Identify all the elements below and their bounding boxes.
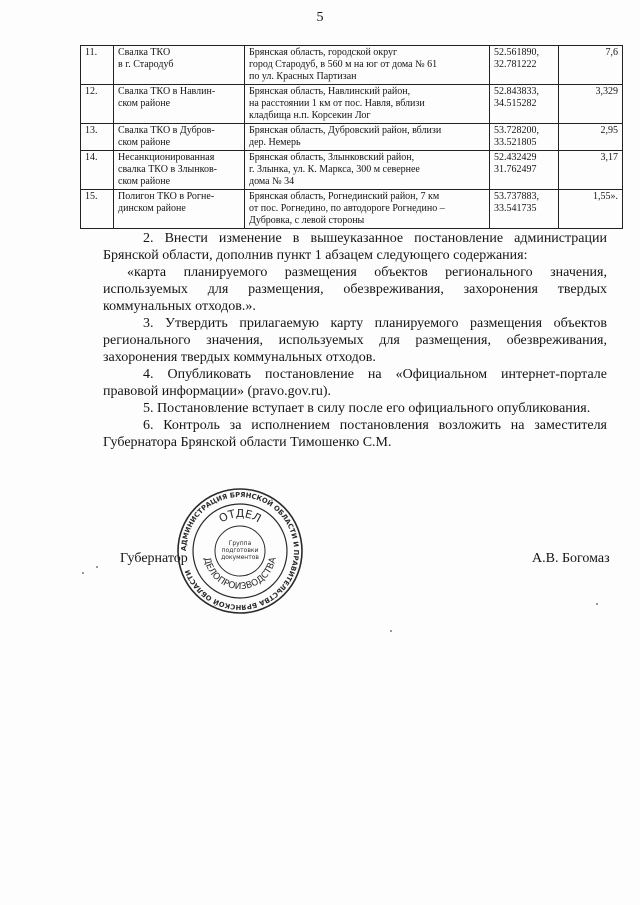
table-cell-area: 7,6 — [559, 46, 623, 85]
table-cell-coordinates — [490, 190, 559, 229]
table-cell-name-line: ском районе — [118, 176, 171, 187]
table-cell-name — [114, 190, 245, 229]
table-cell-name — [114, 46, 245, 85]
paragraph-2: 2. Внести изменение в вышеуказанное постановление администрации Брянской области, дополнив пункт 1 абзацем следующего содержания: — [103, 231, 607, 263]
table-cell-address-line: город Стародуб, в 560 м на юг от дома № 61 — [249, 59, 438, 70]
table-cell-address-line: от пос. Рогнедино, по автодороге Рогнедино – — [249, 203, 445, 214]
table-cell-name-line: свалка ТКО в Злынков- — [118, 164, 218, 175]
table-cell-name — [114, 85, 245, 124]
page-number: 5 — [316, 10, 324, 25]
table-row — [81, 46, 623, 85]
table-cell-address-line: по ул. Красных Партизан — [249, 71, 357, 82]
table-cell-area: 1,55». — [559, 190, 623, 229]
table-cell-name-line: Свалка ТКО — [118, 47, 171, 58]
table-cell-coordinates-line: 33.541735 — [494, 203, 537, 214]
seal-ring-text: АДМИНИСТРАЦИЯ БРЯНСКОЙ ОБЛАСТИ И ПРАВИТЕЛЬСТВА БРЯНСКОЙ ОБЛАСТИ — [179, 490, 301, 612]
table-cell-address-line: на расстоянии 1 км от пос. Навля, вблизи — [249, 98, 425, 109]
table-cell-coordinates — [490, 46, 559, 85]
table-cell-name — [114, 124, 245, 151]
official-seal — [176, 487, 304, 615]
scan-speck — [390, 630, 392, 632]
scan-speck — [596, 603, 598, 605]
table-cell-address-line: Дубровка, с левой стороны — [249, 215, 365, 226]
table-cell-name-line: Свалка ТКО в Дубров- — [118, 125, 215, 136]
table-cell-number: 12. — [81, 85, 114, 124]
table-cell-address — [245, 46, 490, 85]
landfill-table — [80, 45, 623, 229]
paragraph-3: 3. Утвердить прилагаемую карту планируемого размещения объектов регионального значения, используемых для размещения, обезвреживания, захоронения твердых коммунальных отходов. — [103, 316, 607, 365]
table-cell-name — [114, 151, 245, 190]
table-cell-number: 15. — [81, 190, 114, 229]
table-cell-address-line: Брянская область, Злынковский район, — [249, 152, 415, 163]
table-cell-coordinates-line: 52.432429 — [494, 152, 537, 163]
table-cell-address-line: Брянская область, городской округ — [249, 47, 398, 58]
table-cell-area: 3,329 — [559, 85, 623, 124]
table-cell-address — [245, 85, 490, 124]
signature-title: Губернатор — [120, 551, 188, 566]
paragraph-5: 5. Постановление вступает в силу после его официального опубликования. — [143, 401, 591, 416]
table-cell-name-line: динском районе — [118, 203, 186, 214]
table-cell-coordinates — [490, 124, 559, 151]
seal-center-line: подготовки — [221, 547, 259, 554]
seal-top-text: ОТДЕЛ — [216, 506, 264, 526]
table-cell-name-line: Несанкционированная — [118, 152, 215, 163]
table-cell-coordinates-line: 34.515282 — [494, 98, 537, 109]
table-row — [81, 190, 623, 229]
table-cell-coordinates-line: 33.521805 — [494, 137, 537, 148]
table-cell-address-line: дома № 34 — [249, 176, 295, 187]
scan-speck — [96, 566, 98, 568]
resolution-text — [103, 230, 607, 451]
table-cell-address — [245, 190, 490, 229]
seal-center-line: документов — [221, 554, 259, 561]
seal-bottom-text: ДЕЛОПРОИЗВОДСТВА — [201, 556, 279, 593]
table-row — [81, 85, 623, 124]
table-cell-coordinates-line: 52.561890, — [494, 47, 539, 58]
table-cell-address-line: Брянская область, Навлинский район, — [249, 86, 411, 97]
table-cell-address-line: дер. Немерь — [249, 137, 301, 148]
table-cell-coordinates-line: 53.728200, — [494, 125, 539, 136]
table-cell-name-line: ском районе — [118, 98, 171, 109]
table-cell-area: 2,95 — [559, 124, 623, 151]
table-cell-address-line: кладбища н.п. Корсекин Лог — [249, 110, 371, 121]
table-cell-number: 13. — [81, 124, 114, 151]
seal-center-text — [221, 540, 259, 561]
table-cell-name-line: ском районе — [118, 137, 171, 148]
table-cell-address-line: г. Злынка, ул. К. Маркса, 300 м севернее — [249, 164, 420, 175]
table-cell-coordinates-line: 53.737883, — [494, 191, 539, 202]
table-cell-coordinates-line: 52.843833, — [494, 86, 539, 97]
table-cell-number: 11. — [81, 46, 114, 85]
table-cell-address-line: Брянская область, Дубровский район, вблизи — [249, 125, 442, 136]
table-cell-address — [245, 124, 490, 151]
table-cell-coordinates — [490, 151, 559, 190]
table-cell-coordinates-line: 32.781222 — [494, 59, 537, 70]
table-cell-number: 14. — [81, 151, 114, 190]
table-cell-name-line: Свалка ТКО в Навлин- — [118, 86, 216, 97]
table-cell-name-line: Полигон ТКО в Рогне- — [118, 191, 215, 202]
table-cell-address — [245, 151, 490, 190]
table-row — [81, 124, 623, 151]
table-cell-coordinates-line: 31.762497 — [494, 164, 537, 175]
table-cell-area: 3,17 — [559, 151, 623, 190]
paragraph-2-quote: «карта планируемого размещения объектов регионального значения, используемых для размещения, обезвреживания, захоронения твердых коммунальных отходов.». — [103, 265, 607, 314]
table-cell-coordinates — [490, 85, 559, 124]
paragraph-4: 4. Опубликовать постановление на «Официальном интернет-портале правовой информации» (pravo.gov.ru). — [103, 367, 607, 399]
table-cell-address-line: Брянская область, Рогнединский район, 7 км — [249, 191, 440, 202]
signature-name: А.В. Богомаз — [532, 551, 610, 566]
seal-center-line: Группа — [228, 540, 252, 547]
table-row — [81, 151, 623, 190]
table-cell-name-line: в г. Стародуб — [118, 59, 174, 70]
paragraph-6: 6. Контроль за исполнением постановления возложить на заместителя Губернатора Брянской области Тимошенко С.М. — [103, 418, 607, 450]
scan-speck — [82, 572, 84, 574]
